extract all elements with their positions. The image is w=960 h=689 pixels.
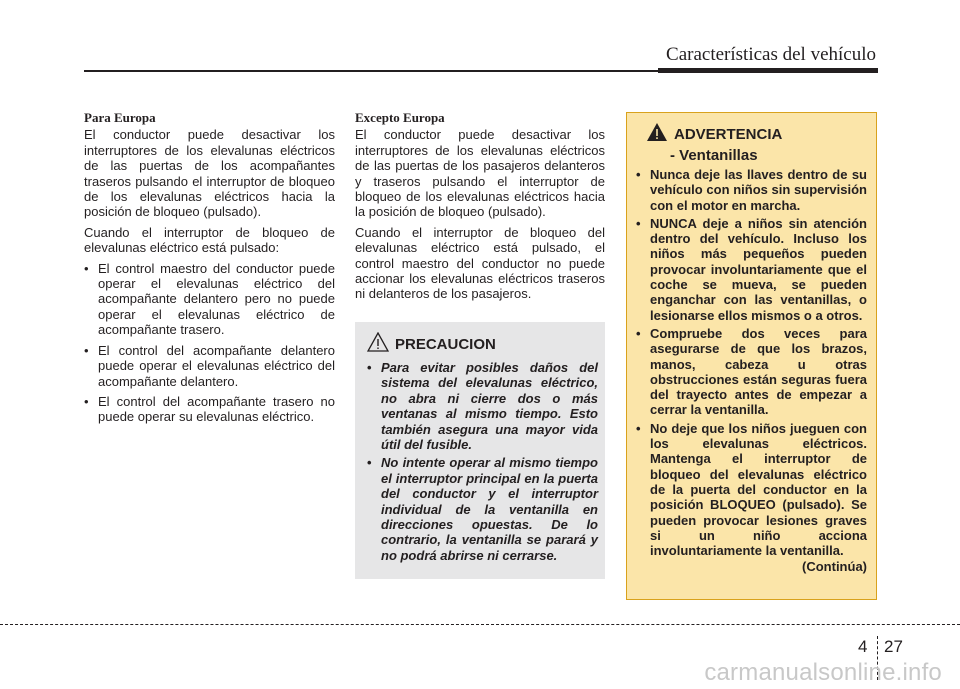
section-title: Características del vehículo [666,44,876,65]
caution-header [367,332,598,357]
chapter-number: 4 [858,637,868,656]
caution-title: PRECAUCION [395,336,496,353]
paragraph: Cuando el interruptor de bloqueo del elevalunas eléctrico está pulsado, el control maestro del conductor no puede accionar los elevalunas eléctricos traseros ni delanteros de los pasajeros. [355,224,605,302]
list-item: • NUNCA deje a niños sin atención dentro del vehículo. Incluso los niños más pequeños pueden provocar involuntariamente que el coche se mueva, se pueden enganchar con las ventanillas, o lesionarse ellos mismos o a otros. [636,216,867,323]
list-item: • No deje que los niños jueguen con los elevalunas eléctricos. Mantenga el interruptor de bloqueo del elevalunas eléctrico de la puerta del conductor en la posición BLOQUEO (pulsado). Se pueden provocar lesiones graves si un niño acciona involuntariamente la ventanilla. [636,421,867,559]
page-number: 27 [884,637,903,656]
caution-box [355,322,605,579]
warning-subtitle: - Ventanillas [670,147,758,164]
list-item: • Compruebe dos veces para asegurarse de que los brazos, manos, cabeza u otras obstrucciones están seguras fuera del trayecto antes de empezar a cerrar la ventanilla. [636,326,867,418]
list-item: • Para evitar posibles daños del sistema del elevalunas eléctrico, no abra ni cierre dos o más ventanas al mismo tiempo. Esto también asegura una mayor vida útil del fusible. [367,360,598,452]
footer-rule [0,624,960,625]
warning-title: ADVERTENCIA [674,126,783,143]
subhead-except-europe: Excepto Europa [355,110,445,125]
warning-header [636,122,867,147]
list-item: • El control del acompañante trasero no puede operar su elevalunas eléctrico. [84,394,335,425]
list-item: • El control del acompañante delantero puede operar el elevalunas eléctrico del acompañante delantero. [84,343,335,389]
continued-label: (Continúa) [802,559,867,575]
paragraph: El conductor puede desactivar los interruptores de los elevalunas eléctricos de las puertas de los acompañantes traseros pulsando el interruptor de bloqueo de los elevalunas eléctricos hacia la posición de bloqueo (pulsado). [84,127,335,220]
paragraph: Cuando el interruptor de bloqueo de elevalunas eléctrico está pulsado: [84,224,335,256]
subhead-europe: Para Europa [84,110,156,125]
header-rule-accent [658,68,878,73]
left-column [84,110,335,430]
caution-list [367,360,598,563]
warning-triangle-icon [646,122,668,147]
warning-box [626,112,877,600]
list-item: • El control maestro del conductor puede operar el elevalunas eléctrico del acompañante delantero pero no puede operar el elevalunas eléctrico de acompañante trasero. [84,261,335,338]
paragraph: El conductor puede desactivar los interruptores de los elevalunas eléctricos de las puertas de los pasajeros delanteros y traseros pulsando el interruptor de bloqueo de los elevalunas eléctricos hacia la posición de bloqueo (pulsado). [355,127,605,220]
caution-triangle-icon [367,332,389,357]
list-item: • Nunca deje las llaves dentro de su vehículo con niños sin supervisión con el motor en marcha. [636,167,867,213]
watermark: carmanualsonline.info [704,659,942,686]
warning-list [636,167,867,558]
bullet-list [84,261,335,425]
middle-column [355,110,605,307]
list-item: • No intente operar al mismo tiempo el interruptor principal en la puerta del conductor y el interruptor individual de la ventanilla en direcciones opuestas. De lo contrario, la ventanilla se parará y no podrá abrirse ni cerrarse. [367,455,598,563]
